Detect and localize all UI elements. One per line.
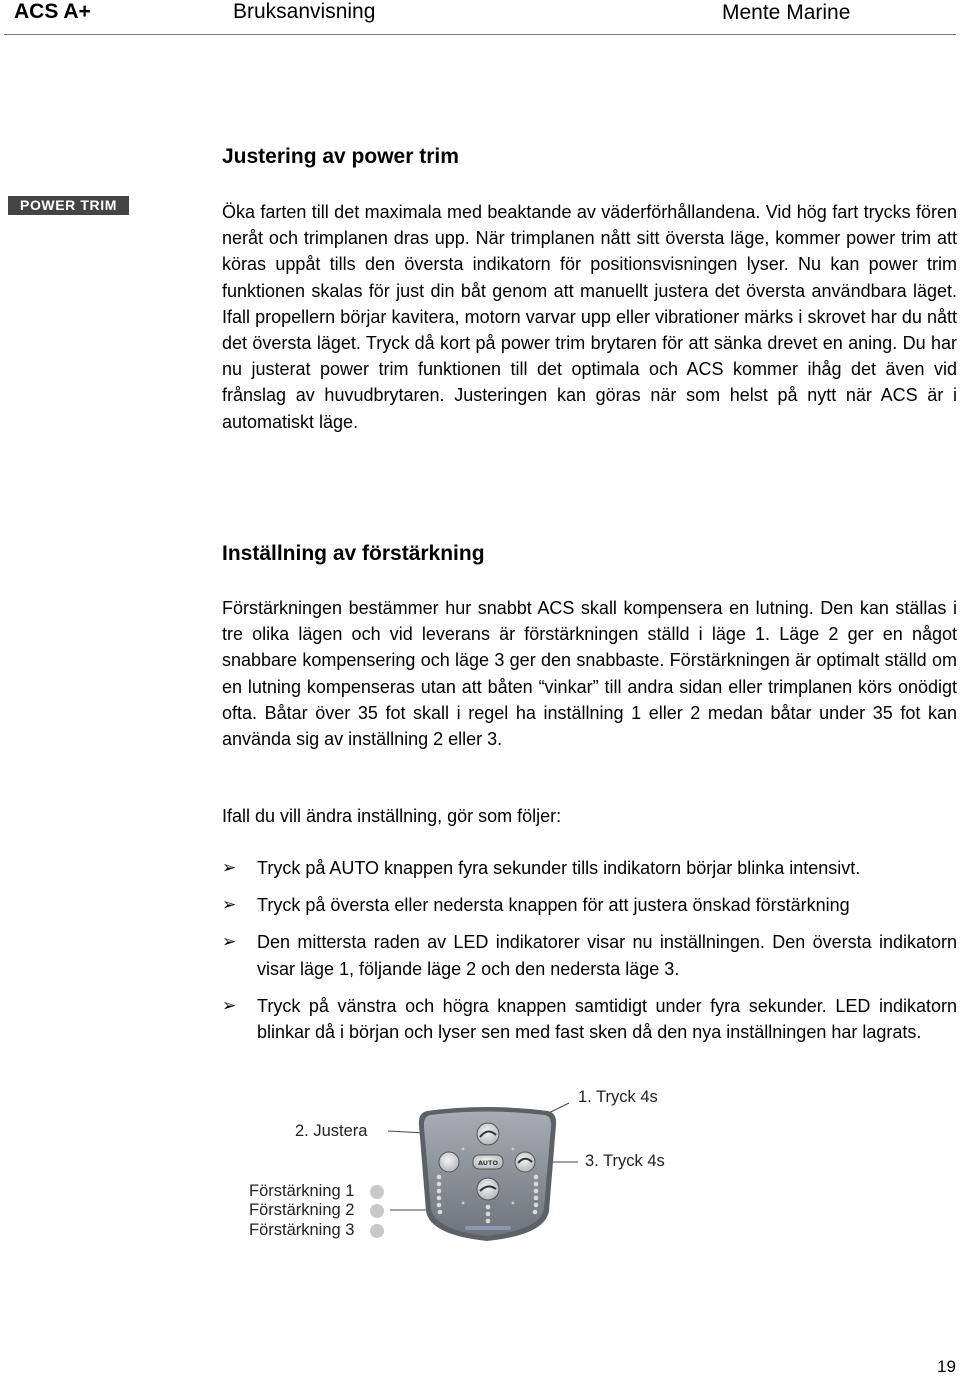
brand-logo-icon (465, 1226, 511, 1230)
page-header (0, 0, 960, 36)
side-tag-power-trim: POWER TRIM (8, 196, 129, 215)
arrow-bullet-icon: ➢ (222, 932, 237, 952)
arrow-bullet-icon: ➢ (222, 895, 237, 915)
page-number: 19 (937, 1357, 956, 1376)
header-divider (4, 34, 956, 35)
list-item-text: Tryck på översta eller nedersta knappen för att justera önskad förstärkning (257, 895, 850, 916)
paragraph-text: Förstärkningen bestämmer hur snabbt ACS skall kompensera en lutning. Den kan ställas i tre olika lägen och vid leverans är förstärkningen ställd i läge 1. Läge 2 ger en något snabbare kompensering och läge 3 ger den snabbaste. Förstärkningen är optimalt ställd om en lutning kompenseras utan att båten “vinkar” till andra sidan eller trimplanen körs onödigt ofta. Båtar över 35 fot skall i regel ha inställning 1 eller 2 medan båtar under 35 fot kan använda sig av inställning 2 eller 3. (222, 598, 957, 750)
figure-label-press-3: 3. Tryck 4s (585, 1152, 665, 1170)
paragraph-power-trim (222, 199, 957, 435)
section-heading-power-trim: Justering av power trim (222, 145, 459, 168)
header-company: Mente Marine (722, 1, 851, 24)
left-button-icon (439, 1152, 459, 1172)
auto-button-label: AUTO (477, 1159, 499, 1167)
paragraph-gain (222, 595, 957, 752)
paragraph-text: Öka farten till det maximala med beaktande av väderförhållandena. Vid hög fart trycks fören neråt och trimplanen dras upp. När trimplanen nått sitt översta läge, kommer power trim att köras uppåt tills den översta indikatorn för positionsvisningen lyser. Nu kan power trim funktionen skalas för just din båt genom att manuellt justera det översta användbara läget. Ifall propellern börjar kavitera, motorn varvar upp eller vibrationer märks i skrovet har du nått det översta läget. Tryck då kort på power trim brytaren för att sänka drevet en aning. Du har nu justerat power trim funktionen till det optimala och ACS kommer ihåg det även vid frånslag av huvudbrytaren. Justeringen kan göras när som helst på nytt när ACS är i automatiskt läge. (222, 202, 957, 432)
paragraph-intro (222, 803, 957, 829)
steps-list (222, 855, 957, 1045)
list-item (222, 993, 957, 1045)
control-panel-illustration (415, 1107, 560, 1242)
header-product: ACS A+ (14, 0, 91, 23)
figure-label-adjust: 2. Justera (295, 1122, 368, 1140)
paragraph-text: Ifall du vill ändra inställning, gör som följer: (222, 806, 562, 826)
figure-label-gain-1: Förstärkning 1 (249, 1182, 355, 1200)
gain-dot-icon (370, 1224, 384, 1238)
figure-label-gain-2: Förstärkning 2 (249, 1201, 355, 1219)
figure-label-gain-3: Förstärkning 3 (249, 1221, 355, 1239)
list-item (222, 892, 957, 918)
list-item (222, 855, 957, 881)
arrow-bullet-icon: ➢ (222, 995, 237, 1015)
arrow-bullet-icon: ➢ (222, 858, 237, 877)
list-item-text: Tryck på AUTO knappen fyra sekunder tills indikatorn börjar blinka intensivt. (257, 858, 861, 878)
led-column-middle (486, 1205, 491, 1224)
list-item-text: Den mittersta raden av LED indikatorer visar nu inställningen. Den översta indikatorn visar läge 1, följande läge 2 och den nedersta läge 3. (257, 932, 957, 979)
list-item (222, 929, 957, 981)
header-doc-title: Bruksanvisning (233, 0, 376, 23)
figure-label-press-1: 1. Tryck 4s (578, 1088, 658, 1106)
list-item-text: Tryck på vänstra och högra knappen samtidigt under fyra sekunder. LED indikatorn blinkar då i början och lyser sen med fast sken då den nya inställningen har lagrats. (257, 995, 957, 1043)
section-heading-gain: Inställning av förstärkning (222, 542, 485, 565)
